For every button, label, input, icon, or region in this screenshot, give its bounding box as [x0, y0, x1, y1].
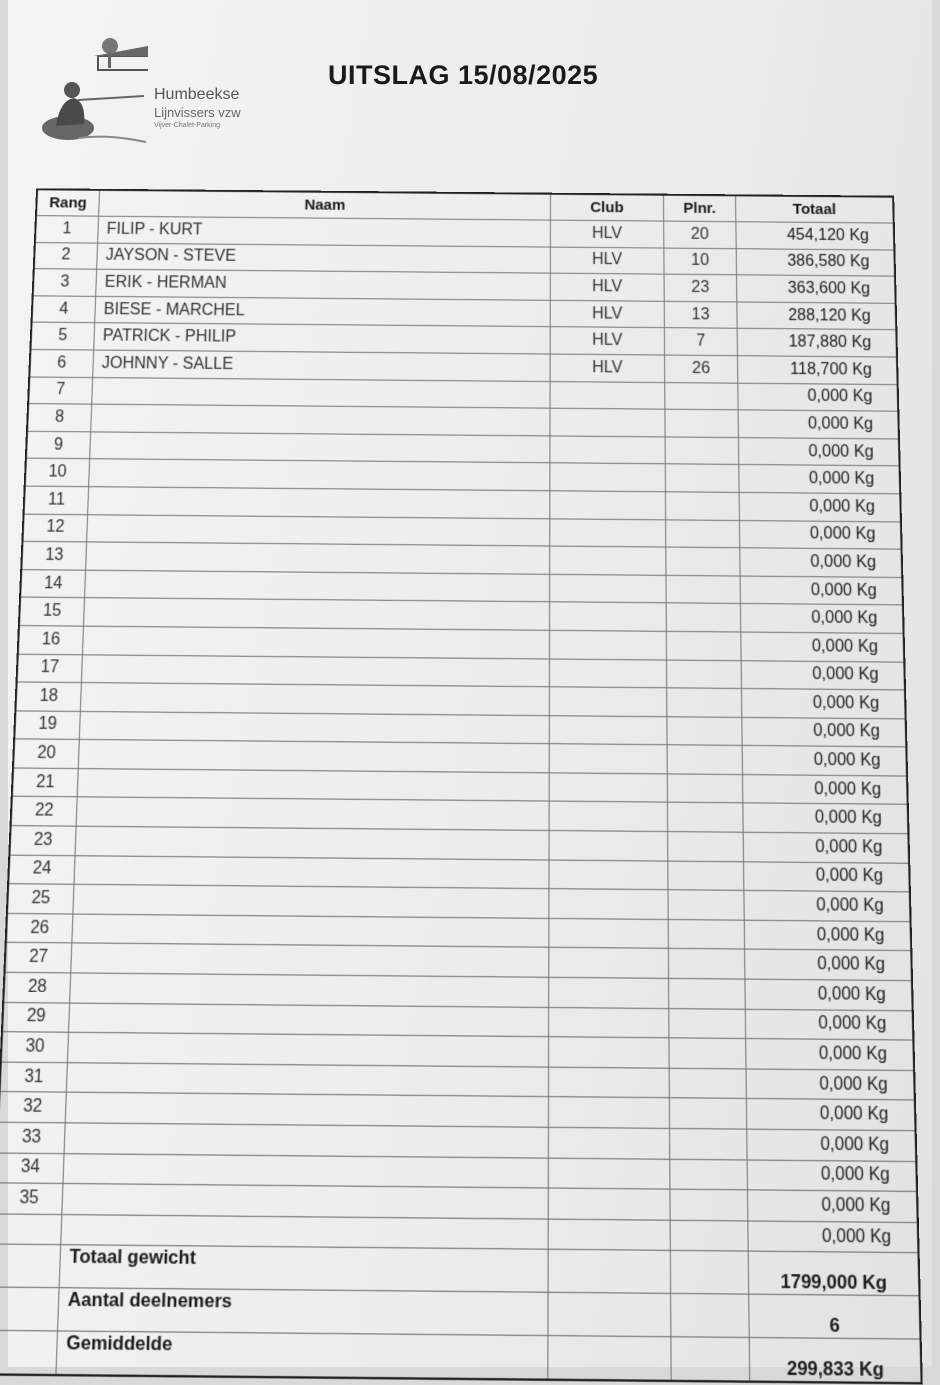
cell-rang: 14 [20, 569, 86, 598]
cell-club: HLV [550, 300, 664, 328]
cell-plnr [669, 1068, 747, 1099]
page-title: UITSLAG 15/08/2025 [328, 60, 599, 90]
cell-rang: 34 [0, 1153, 64, 1184]
cell-totaal: 0,000 Kg [743, 803, 908, 833]
cell-rang: 12 [22, 514, 87, 542]
cell-club [550, 602, 666, 631]
header-club: Club [551, 194, 664, 221]
cell-naam [86, 542, 550, 574]
cell-naam: FILIP - KURT [98, 216, 551, 246]
cell-plnr [668, 1008, 745, 1039]
cell-naam [69, 1003, 549, 1037]
cell-rang: 31 [0, 1062, 67, 1093]
cell-rang: 35 [0, 1183, 63, 1214]
cell-plnr: 20 [663, 221, 736, 248]
summary-empty-plnr [670, 1294, 749, 1338]
cell-plnr [670, 1189, 748, 1220]
cell-rang: 21 [12, 768, 79, 797]
cell-plnr [666, 631, 741, 660]
cell-plnr [666, 660, 742, 689]
cell-plnr [665, 492, 740, 520]
cell-plnr [667, 745, 743, 774]
cell-club [550, 408, 665, 436]
cell-rang: 2 [34, 242, 98, 269]
cell-naam [75, 826, 549, 859]
header-totaal: Totaal [736, 195, 894, 223]
cell-club [549, 744, 667, 774]
summary-label: Totaal gewicht [59, 1245, 548, 1293]
cell-naam [67, 1032, 548, 1066]
cell-naam: ERIK - HERMAN [96, 269, 551, 300]
club-logo [38, 38, 253, 148]
cell-plnr [667, 716, 743, 745]
cell-totaal: 0,000 Kg [746, 1039, 914, 1071]
cell-naam: JAYSON - STEVE [97, 243, 551, 274]
cell-plnr [668, 919, 745, 949]
cell-rang: 15 [19, 597, 85, 626]
cell-rang: 13 [21, 541, 86, 569]
cell-rang: 8 [27, 404, 92, 432]
cell-rang: 28 [3, 972, 71, 1002]
cell-plnr: 10 [664, 248, 737, 275]
cell-totaal: 0,000 Kg [738, 410, 899, 439]
cell-plnr [666, 575, 741, 604]
cell-rang: 3 [33, 269, 97, 296]
cell-naam: JOHNNY - SALLE [93, 350, 551, 381]
summary-empty-club [548, 1336, 671, 1381]
cell-plnr [668, 861, 745, 891]
summary-empty-club [548, 1293, 670, 1337]
cell-plnr: 23 [664, 274, 737, 301]
cell-rang: 30 [1, 1032, 69, 1063]
cell-naam [84, 598, 550, 630]
cell-totaal: 0,000 Kg [739, 437, 900, 466]
cell-club [549, 977, 669, 1008]
summary-label: Aantal deelnemers [58, 1288, 549, 1336]
cell-club: HLV [550, 354, 664, 382]
cell-plnr [665, 519, 740, 547]
result-sheet [8, 0, 932, 1382]
cell-plnr [667, 832, 743, 862]
cell-plnr [665, 547, 740, 576]
cell-club [549, 889, 668, 919]
cell-club: HLV [550, 327, 664, 355]
cell-naam [78, 740, 549, 773]
logo-line-2: Lijnvissers vzw [154, 105, 241, 120]
cell-totaal: 0,000 Kg [744, 861, 910, 892]
header-plnr: Plnr. [663, 195, 736, 222]
summary-value: 6 [749, 1295, 921, 1340]
summary-empty-plnr [670, 1251, 749, 1295]
cell-totaal: 0,000 Kg [747, 1099, 916, 1131]
cell-naam [79, 711, 549, 744]
summary-value: 299,833 Kg [749, 1338, 921, 1384]
cell-club [549, 1007, 669, 1038]
cell-naam [66, 1062, 548, 1097]
cell-plnr [669, 1159, 747, 1190]
cell-club [549, 773, 667, 803]
results-table-wrap [0, 188, 923, 1385]
header-naam: Naam [99, 190, 551, 220]
cell-rang: 26 [6, 913, 73, 943]
cell-naam [63, 1153, 549, 1188]
cell-club [550, 463, 665, 492]
cell-naam [77, 768, 549, 801]
cell-club [549, 831, 667, 861]
cell-rang: 25 [7, 884, 74, 914]
cell-plnr [665, 409, 739, 437]
cell-club [549, 1127, 670, 1159]
cell-naam [83, 626, 550, 658]
cell-club [549, 715, 666, 745]
cell-rang: 10 [25, 458, 90, 486]
cell-totaal: 288,120 Kg [737, 302, 896, 330]
summary-spacer [0, 1287, 59, 1331]
cell-club [550, 574, 666, 603]
cell-plnr [668, 978, 745, 1008]
cell-rang: 20 [13, 739, 79, 768]
cell-rang: 29 [2, 1002, 70, 1032]
cell-naam [81, 654, 549, 687]
cell-plnr [664, 382, 738, 410]
cell-rang: 32 [0, 1092, 66, 1123]
cell-totaal: 0,000 Kg [742, 717, 906, 747]
logo-line-1: Humbeekse [154, 86, 240, 103]
cell-totaal: 0,000 Kg [747, 1160, 917, 1192]
cell-club [550, 381, 664, 409]
cell-naam [88, 487, 550, 519]
cell-rang: 23 [9, 826, 76, 856]
cell-totaal: 0,000 Kg [739, 465, 900, 494]
cell-totaal: 454,120 Kg [736, 222, 894, 250]
cell-plnr: 26 [664, 355, 738, 383]
cell-totaal: 0,000 Kg [747, 1129, 916, 1161]
cell-totaal: 0,000 Kg [740, 576, 903, 605]
cell-club: HLV [551, 247, 664, 275]
cell-totaal: 0,000 Kg [739, 492, 901, 521]
cell-naam: PATRICK - PHILIP [94, 323, 551, 354]
summary-empty-club [548, 1250, 670, 1294]
cell-club [549, 948, 668, 979]
cell-plnr [666, 603, 741, 632]
cell-rang: 16 [18, 625, 84, 654]
cell-totaal: 0,000 Kg [738, 383, 898, 412]
cell-plnr [668, 890, 745, 920]
cell-rang: 9 [26, 431, 91, 459]
cell-naam [71, 943, 549, 977]
cell-rang: 11 [24, 486, 89, 514]
cell-rang: 7 [28, 377, 93, 405]
cell-plnr: 13 [664, 301, 737, 329]
cell-naam [73, 885, 549, 919]
cell-club [549, 860, 668, 890]
cell-rang [0, 1214, 62, 1245]
cell-club: HLV [550, 273, 663, 301]
cell-rang: 6 [29, 349, 93, 377]
cell-naam [72, 914, 549, 948]
cell-club: HLV [551, 220, 664, 248]
cell-totaal: 0,000 Kg [744, 891, 910, 922]
cell-club [548, 1188, 669, 1220]
cell-rang: 5 [30, 322, 94, 350]
angler-house-icon [38, 38, 148, 148]
cell-club [550, 687, 667, 717]
cell-rang: 17 [17, 654, 83, 683]
cell-naam [80, 683, 549, 716]
cell-naam [76, 797, 549, 830]
cell-totaal: 0,000 Kg [740, 548, 902, 577]
cell-rang: 1 [35, 216, 99, 243]
cell-plnr [667, 803, 743, 833]
cell-naam [85, 570, 550, 602]
summary-empty-plnr [671, 1337, 750, 1382]
cell-totaal: 0,000 Kg [746, 1069, 915, 1101]
cell-plnr [670, 1220, 749, 1252]
cell-totaal: 0,000 Kg [746, 1009, 914, 1040]
cell-club [548, 1219, 670, 1251]
cell-plnr [669, 1098, 747, 1129]
logo-line-3: Vijver-Chalet-Parking [154, 122, 221, 129]
cell-naam [65, 1093, 548, 1128]
cell-totaal: 0,000 Kg [745, 950, 912, 981]
cell-naam: BIESE - MARCHEL [95, 296, 551, 327]
cell-naam [91, 404, 550, 435]
cell-plnr [665, 437, 739, 465]
cell-plnr [666, 688, 742, 717]
cell-naam [92, 377, 551, 408]
summary-spacer [0, 1331, 58, 1376]
cell-naam [62, 1184, 549, 1219]
cell-club [550, 491, 665, 520]
cell-totaal: 363,600 Kg [737, 275, 896, 303]
cell-rang: 24 [8, 855, 75, 885]
cell-club [549, 1097, 670, 1128]
cell-plnr [665, 464, 739, 492]
cell-rang: 4 [32, 296, 96, 323]
summary-row [0, 1331, 922, 1384]
cell-plnr: 7 [664, 328, 738, 356]
cell-totaal: 0,000 Kg [743, 774, 908, 804]
cell-club [548, 1158, 669, 1190]
cell-naam [89, 459, 550, 491]
cell-plnr [667, 774, 743, 804]
cell-rang: 18 [15, 682, 81, 711]
cell-totaal: 0,000 Kg [741, 604, 904, 634]
cell-rang: 22 [11, 797, 78, 827]
header-rang: Rang [36, 189, 100, 216]
cell-club [549, 1037, 669, 1068]
results-table [0, 188, 923, 1385]
cell-club [549, 918, 668, 949]
cell-club [550, 546, 666, 575]
cell-club [550, 658, 667, 687]
cell-totaal: 0,000 Kg [748, 1221, 918, 1253]
cell-totaal: 118,700 Kg [738, 356, 898, 385]
cell-club [550, 630, 667, 659]
cell-rang: 33 [0, 1122, 65, 1153]
cell-totaal: 0,000 Kg [742, 746, 907, 776]
cell-totaal: 0,000 Kg [743, 832, 909, 863]
cell-naam [70, 973, 549, 1007]
cell-totaal: 0,000 Kg [742, 689, 906, 719]
cell-plnr [669, 1038, 747, 1069]
cell-naam [64, 1123, 548, 1158]
summary-value: 1799,000 Kg [748, 1252, 919, 1297]
cell-rang: 19 [14, 711, 80, 740]
cell-club [549, 802, 667, 832]
summary-spacer [0, 1244, 61, 1288]
cell-totaal: 386,580 Kg [736, 248, 895, 276]
cell-club [549, 1067, 669, 1098]
cell-club [550, 518, 666, 547]
cell-naam [87, 514, 550, 546]
cell-naam [90, 432, 550, 464]
cell-totaal: 0,000 Kg [741, 660, 905, 690]
cell-totaal: 0,000 Kg [745, 979, 913, 1010]
cell-totaal: 0,000 Kg [744, 920, 911, 951]
summary-label: Gemiddelde [56, 1331, 548, 1380]
cell-totaal: 0,000 Kg [741, 632, 904, 662]
cell-plnr [669, 1128, 747, 1159]
cell-rang: 27 [4, 943, 71, 973]
cell-naam [74, 855, 549, 889]
cell-plnr [668, 949, 745, 979]
cell-naam [61, 1214, 549, 1249]
cell-totaal: 0,000 Kg [740, 520, 902, 549]
cell-club [550, 436, 665, 464]
cell-totaal: 187,880 Kg [737, 329, 897, 357]
cell-totaal: 0,000 Kg [748, 1190, 918, 1222]
